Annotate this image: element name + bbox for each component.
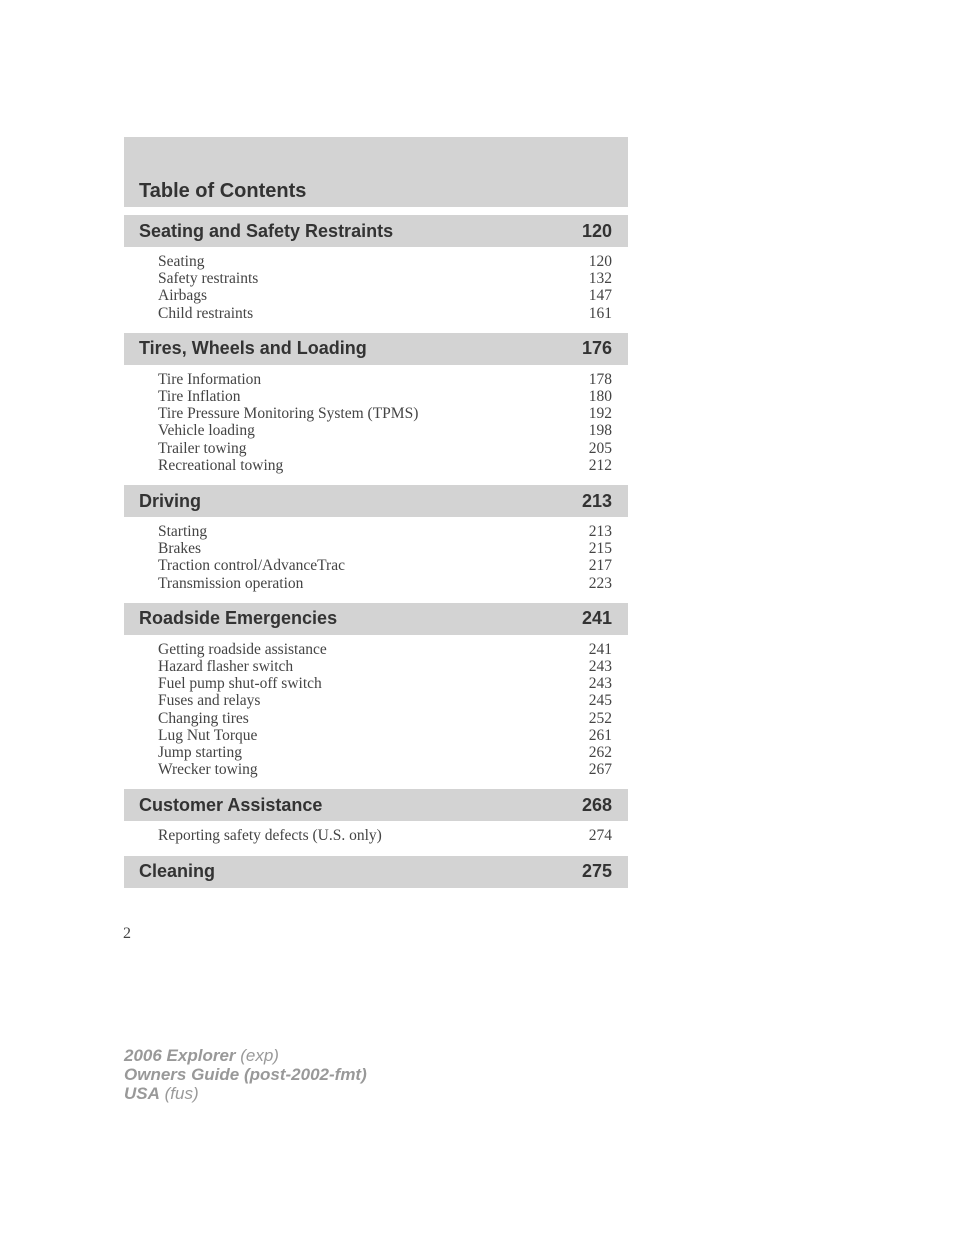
section-heading[interactable] xyxy=(124,215,628,247)
section-heading[interactable] xyxy=(124,856,628,888)
list-item[interactable] xyxy=(158,744,612,761)
item-label: Trailer towing xyxy=(158,439,247,457)
item-label: Recreational towing xyxy=(158,456,284,474)
item-label: Starting xyxy=(158,523,208,541)
table-of-contents xyxy=(124,137,628,888)
list-item[interactable] xyxy=(158,457,612,474)
item-label: Safety restraints xyxy=(158,270,259,288)
item-page: 261 xyxy=(588,726,612,744)
section-title: Tires, Wheels and Loading xyxy=(139,338,367,359)
section-item-list xyxy=(124,635,628,782)
item-page: 213 xyxy=(588,523,612,541)
section-page: 176 xyxy=(581,338,612,359)
section-heading[interactable] xyxy=(124,333,628,365)
item-label: Seating xyxy=(158,253,205,270)
item-page: 132 xyxy=(588,270,612,288)
page-number: 2 xyxy=(123,925,131,942)
section-gap xyxy=(124,207,628,215)
item-page: 245 xyxy=(588,692,612,710)
item-label: Airbags xyxy=(158,287,208,305)
item-label: Traction control/AdvanceTrac xyxy=(158,557,345,575)
item-label: Tire Inflation xyxy=(158,388,241,406)
list-item[interactable] xyxy=(158,658,612,675)
list-item[interactable] xyxy=(158,540,612,557)
list-item[interactable] xyxy=(158,270,612,287)
section-item-list xyxy=(124,365,628,477)
list-item[interactable] xyxy=(158,422,612,439)
item-page: 223 xyxy=(588,574,612,592)
section-heading[interactable] xyxy=(124,485,628,517)
item-label: Wrecker towing xyxy=(158,761,258,779)
section-gap xyxy=(124,595,628,603)
section-page: 275 xyxy=(581,861,612,882)
section-title: Roadside Emergencies xyxy=(139,608,338,629)
item-page: 192 xyxy=(588,405,612,423)
item-label: Changing tires xyxy=(158,709,249,727)
item-page: 212 xyxy=(588,456,612,474)
list-item[interactable] xyxy=(158,827,612,844)
item-label: Tire Pressure Monitoring System (TPMS) xyxy=(158,405,419,423)
section-page: 241 xyxy=(581,608,612,629)
list-item[interactable] xyxy=(158,761,612,778)
list-item[interactable] xyxy=(158,388,612,405)
item-page: 180 xyxy=(588,388,612,406)
item-page: 205 xyxy=(588,439,612,457)
item-label: Hazard flasher switch xyxy=(158,658,294,676)
item-page: 252 xyxy=(588,709,612,727)
item-label: Tire Information xyxy=(158,370,262,388)
item-page: 267 xyxy=(588,761,612,779)
item-label: Getting roadside assistance xyxy=(158,640,327,658)
list-item[interactable] xyxy=(158,727,612,744)
page-title: Table of Contents xyxy=(139,180,307,202)
document-footer xyxy=(124,1046,367,1103)
list-item[interactable] xyxy=(158,692,612,709)
item-page: 178 xyxy=(588,370,612,388)
section-title: Seating and Safety Restraints xyxy=(139,220,394,241)
list-item[interactable] xyxy=(158,557,612,574)
section-title: Customer Assistance xyxy=(139,794,323,815)
item-label: Lug Nut Torque xyxy=(158,726,258,744)
item-label: Reporting safety defects (U.S. only) xyxy=(158,827,382,845)
footer-line-2: Owners Guide (post-2002-fmt) xyxy=(124,1065,367,1084)
section-heading[interactable] xyxy=(124,603,628,635)
list-item[interactable] xyxy=(158,405,612,422)
toc-header xyxy=(124,137,628,207)
list-item[interactable] xyxy=(158,675,612,692)
item-page: 161 xyxy=(588,304,612,322)
item-page: 274 xyxy=(588,827,612,845)
section-page: 120 xyxy=(581,220,612,241)
section-gap xyxy=(124,848,628,856)
item-label: Brakes xyxy=(158,540,202,558)
item-page: 120 xyxy=(588,253,612,270)
section-gap xyxy=(124,325,628,333)
section-gap xyxy=(124,781,628,789)
item-page: 241 xyxy=(588,640,612,658)
list-item[interactable] xyxy=(158,575,612,592)
section-title: Cleaning xyxy=(139,861,216,882)
item-label: Jump starting xyxy=(158,744,242,762)
toc-sections xyxy=(124,207,628,888)
list-item[interactable] xyxy=(158,641,612,658)
section-item-list xyxy=(124,247,628,325)
section-heading[interactable] xyxy=(124,789,628,821)
item-label: Fuel pump shut-off switch xyxy=(158,675,322,693)
section-page: 268 xyxy=(581,794,612,815)
list-item[interactable] xyxy=(158,305,612,322)
list-item[interactable] xyxy=(158,440,612,457)
list-item[interactable] xyxy=(158,253,612,270)
item-page: 262 xyxy=(588,744,612,762)
section-page: 213 xyxy=(581,490,612,511)
item-page: 243 xyxy=(588,675,612,693)
item-page: 217 xyxy=(588,557,612,575)
section-title: Driving xyxy=(139,490,202,511)
footer-line-1: 2006 Explorer (exp) xyxy=(124,1046,279,1065)
list-item[interactable] xyxy=(158,710,612,727)
list-item[interactable] xyxy=(158,287,612,304)
item-page: 147 xyxy=(588,287,612,305)
item-label: Vehicle loading xyxy=(158,422,255,440)
section-item-list xyxy=(124,517,628,595)
footer-line-3: USA (fus) xyxy=(124,1084,199,1103)
list-item[interactable] xyxy=(158,371,612,388)
item-page: 198 xyxy=(588,422,612,440)
item-page: 243 xyxy=(588,658,612,676)
section-item-list xyxy=(124,821,628,847)
item-label: Fuses and relays xyxy=(158,692,261,710)
item-label: Child restraints xyxy=(158,304,254,322)
item-label: Transmission operation xyxy=(158,574,304,592)
section-gap xyxy=(124,477,628,485)
item-page: 215 xyxy=(588,540,612,558)
list-item[interactable] xyxy=(158,523,612,540)
